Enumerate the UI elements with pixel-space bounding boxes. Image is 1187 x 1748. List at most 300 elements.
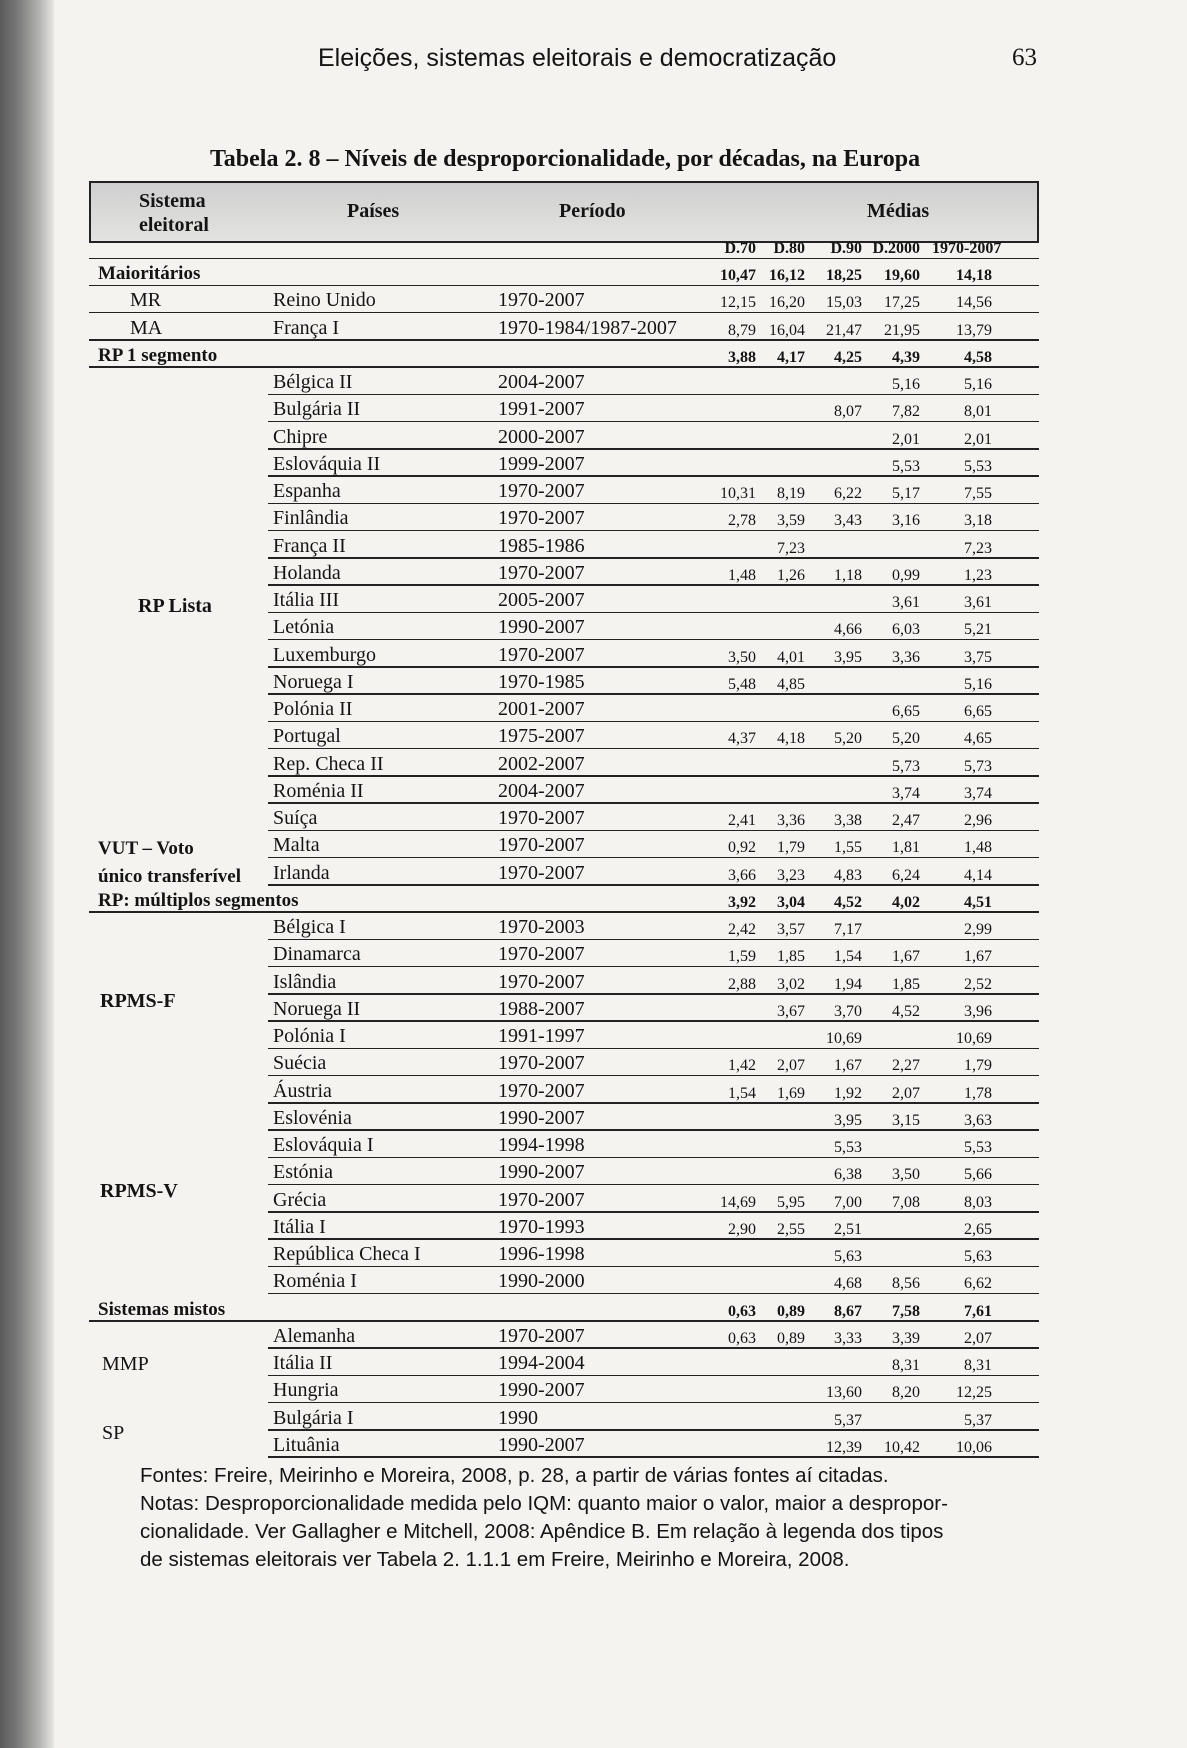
- value-cell: 17,25: [884, 294, 920, 312]
- system-label: RP: múltiplos segmentos: [98, 889, 299, 911]
- country-cell: Suécia: [273, 1052, 327, 1075]
- value-cell: 6,22: [834, 485, 862, 502]
- value-cell: 21,47: [826, 321, 862, 339]
- value-cell: 3,59: [777, 512, 805, 530]
- value-cell: 5,37: [964, 1411, 992, 1429]
- period-cell: 2001-2007: [498, 698, 585, 720]
- value-cell: 1,48: [964, 839, 992, 857]
- value-cell: 0,92: [728, 839, 756, 857]
- value-cell: 8,79: [728, 321, 756, 339]
- value-cell: 4,17: [777, 348, 805, 366]
- table-row: [0, 1404, 1187, 1431]
- group-label-vut-1: VUT – Voto: [98, 838, 194, 859]
- value-cell: 3,61: [964, 594, 992, 611]
- value-cell: 4,83: [834, 866, 862, 884]
- value-cell: 10,06: [956, 1438, 992, 1456]
- period-cell: 1970-2007: [498, 861, 585, 884]
- value-cell: 2,01: [964, 430, 992, 448]
- period-cell: 1990-2000: [498, 1270, 585, 1293]
- value-cell: 3,95: [834, 648, 862, 666]
- value-cell: 3,61: [892, 594, 920, 611]
- country-cell: Malta: [273, 834, 320, 857]
- period-cell: 1970-1984/1987-2007: [498, 316, 677, 339]
- group-label-rpms-f: RPMS-F: [100, 990, 176, 1012]
- footnote-notes: de sistemas eleitorais ver Tabela 2. 1.1.1 em Freire, Meirinho e Moreira, 2008.: [140, 1548, 850, 1571]
- value-cell: 4,52: [892, 1002, 920, 1020]
- table-row: [0, 968, 1187, 995]
- table-row: [0, 1267, 1187, 1294]
- period-cell: 1970-2007: [498, 289, 585, 312]
- table-row: [0, 1186, 1187, 1213]
- value-cell: 1,79: [777, 839, 805, 857]
- value-cell: 0,89: [777, 1329, 805, 1347]
- country-cell: Dinamarca: [273, 943, 361, 966]
- period-cell: 1970-2007: [498, 1324, 585, 1347]
- header-periodo: Período: [559, 200, 626, 222]
- country-cell: Lituânia: [273, 1433, 340, 1456]
- value-cell: 3,96: [964, 1002, 992, 1020]
- table-row: [0, 1049, 1187, 1076]
- value-cell: 5,16: [892, 376, 920, 393]
- period-cell: 1991-2007: [498, 398, 585, 421]
- value-cell: 1,85: [892, 975, 920, 993]
- value-cell: 12,15: [720, 294, 756, 312]
- value-cell: 1,79: [964, 1057, 992, 1075]
- value-cell: 7,82: [892, 403, 920, 421]
- value-cell: 3,18: [964, 512, 992, 530]
- value-cell: 1,23: [964, 566, 992, 584]
- value-cell: 6,65: [964, 703, 992, 720]
- group-label-mmp: MMP: [102, 1353, 149, 1375]
- period-cell: 1970-2007: [498, 970, 585, 993]
- value-cell: 3,02: [777, 975, 805, 993]
- decade-header: 1970-2007: [932, 240, 1002, 257]
- period-cell: 2002-2007: [498, 752, 585, 775]
- value-cell: 8,01: [964, 403, 992, 421]
- value-cell: 1,92: [834, 1084, 862, 1102]
- value-cell: 10,42: [884, 1438, 920, 1456]
- period-cell: 1970-1985: [498, 670, 585, 693]
- value-cell: 5,53: [964, 457, 992, 475]
- value-cell: 10,47: [720, 267, 756, 284]
- table-row: [0, 1376, 1187, 1403]
- country-cell: Estónia: [273, 1161, 333, 1184]
- value-cell: 1,48: [728, 566, 756, 584]
- group-label-rp-lista: RP Lista: [138, 595, 212, 617]
- value-cell: 5,53: [834, 1139, 862, 1156]
- period-cell: 2004-2007: [498, 371, 585, 393]
- row-rule: [268, 1456, 1039, 1457]
- value-cell: 2,07: [892, 1084, 920, 1102]
- country-cell: Chipre: [273, 425, 328, 448]
- country-cell: Noruega II: [273, 997, 361, 1020]
- value-cell: 1,78: [964, 1084, 992, 1102]
- country-cell: República Checa I: [273, 1243, 421, 1265]
- value-cell: 1,42: [728, 1057, 756, 1075]
- period-cell: 1970-2007: [498, 643, 585, 666]
- value-cell: 1,69: [777, 1084, 805, 1102]
- table-row: [0, 668, 1187, 695]
- period-cell: 1990-2007: [498, 1433, 585, 1456]
- period-cell: 1990: [498, 1406, 538, 1429]
- country-cell: Luxemburgo: [273, 643, 376, 666]
- value-cell: 6,65: [892, 703, 920, 720]
- system-label: MA: [130, 316, 163, 339]
- value-cell: 7,00: [834, 1193, 862, 1211]
- table-row: [0, 940, 1187, 967]
- table-row: [0, 1077, 1187, 1104]
- country-cell: Bélgica I: [273, 916, 346, 938]
- country-cell: Espanha: [273, 480, 341, 502]
- decade-header-row: [0, 232, 1187, 259]
- value-cell: 2,90: [728, 1220, 756, 1238]
- period-cell: 1994-2004: [498, 1352, 585, 1374]
- period-cell: 1991-1997: [498, 1025, 585, 1047]
- value-cell: 3,43: [834, 512, 862, 530]
- country-cell: Grécia: [273, 1188, 327, 1211]
- table-title: Tabela 2. 8 – Níveis de desproporcionalidade, por décadas, na Europa: [210, 146, 921, 172]
- value-cell: 1,59: [728, 948, 756, 966]
- period-cell: 1985-1986: [498, 534, 585, 557]
- period-cell: 1990-2007: [498, 1379, 585, 1402]
- value-cell: 7,17: [834, 921, 862, 938]
- value-cell: 8,20: [892, 1384, 920, 1402]
- value-cell: 2,88: [728, 975, 756, 993]
- value-cell: 8,31: [964, 1357, 992, 1374]
- country-cell: Reino Unido: [273, 289, 376, 312]
- value-cell: 4,66: [834, 621, 862, 639]
- value-cell: 18,25: [826, 267, 862, 284]
- footnote-sources: Fontes: Freire, Meirinho e Moreira, 2008, p. 28, a partir de várias fontes aí citadas.: [140, 1464, 889, 1487]
- table-group-row: [0, 886, 1187, 913]
- value-cell: 5,48: [728, 675, 756, 693]
- value-cell: 3,39: [892, 1329, 920, 1347]
- value-cell: 7,23: [777, 539, 805, 557]
- country-cell: Eslovénia: [273, 1106, 352, 1129]
- header-medias: Médias: [867, 200, 930, 222]
- period-cell: 1988-2007: [498, 997, 585, 1020]
- value-cell: 2,52: [964, 975, 992, 993]
- period-cell: 1970-2007: [498, 561, 585, 584]
- value-cell: 3,50: [728, 648, 756, 666]
- system-label: Maioritários: [98, 263, 201, 284]
- value-cell: 4,01: [777, 648, 805, 666]
- value-cell: 14,56: [956, 294, 992, 312]
- table-row: [0, 395, 1187, 422]
- value-cell: 12,25: [956, 1384, 992, 1402]
- country-cell: Letónia: [273, 616, 335, 639]
- country-cell: Portugal: [273, 725, 341, 748]
- period-cell: 1996-1998: [498, 1243, 585, 1265]
- country-cell: Bulgária I: [273, 1406, 354, 1429]
- value-cell: 4,52: [834, 893, 862, 911]
- period-cell: 1970-2007: [498, 807, 585, 829]
- table-row: [0, 368, 1187, 395]
- country-cell: Hungria: [273, 1379, 339, 1402]
- country-cell: Itália II: [273, 1352, 333, 1374]
- value-cell: 4,39: [892, 348, 920, 366]
- decade-header: D.80: [773, 240, 805, 257]
- period-cell: 1970-2007: [498, 1052, 585, 1075]
- value-cell: 8,31: [892, 1357, 920, 1374]
- value-cell: 8,67: [834, 1302, 862, 1320]
- table-row: [0, 1131, 1187, 1158]
- table-row: [0, 777, 1187, 804]
- value-cell: 7,58: [892, 1302, 920, 1320]
- value-cell: 5,17: [892, 485, 920, 502]
- period-cell: 1970-2007: [498, 507, 585, 530]
- value-cell: 4,25: [834, 348, 862, 366]
- value-cell: 5,37: [834, 1411, 862, 1429]
- country-cell: Finlândia: [273, 507, 349, 530]
- table-row: [0, 559, 1187, 586]
- value-cell: 4,18: [777, 730, 805, 748]
- value-cell: 15,03: [826, 294, 862, 312]
- table-row: [0, 641, 1187, 668]
- value-cell: 14,18: [956, 267, 992, 284]
- value-cell: 2,01: [892, 430, 920, 448]
- value-cell: 2,47: [892, 812, 920, 829]
- country-cell: Polónia II: [273, 698, 353, 720]
- value-cell: 3,66: [728, 866, 756, 884]
- period-cell: 1994-1998: [498, 1134, 585, 1156]
- value-cell: 13,79: [956, 321, 992, 339]
- period-cell: 1970-2007: [498, 1188, 585, 1211]
- value-cell: 16,12: [769, 267, 805, 284]
- country-cell: Eslováquia II: [273, 452, 381, 475]
- value-cell: 8,19: [777, 485, 805, 502]
- header-sistema: Sistema eleitoral: [139, 190, 209, 236]
- table-row: [0, 1322, 1187, 1349]
- value-cell: 8,56: [892, 1275, 920, 1293]
- period-cell: 1970-2007: [498, 1079, 585, 1102]
- country-cell: Irlanda: [273, 861, 330, 884]
- period-cell: 1990-2007: [498, 1161, 585, 1184]
- value-cell: 2,41: [728, 812, 756, 829]
- period-cell: 1990-2007: [498, 1106, 585, 1129]
- running-head: Eleições, sistemas eleitorais e democratização: [318, 44, 837, 72]
- value-cell: 14,69: [720, 1193, 756, 1211]
- value-cell: 2,42: [728, 921, 756, 938]
- value-cell: 0,89: [777, 1302, 805, 1320]
- value-cell: 5,53: [892, 457, 920, 475]
- country-cell: Rep. Checa II: [273, 752, 384, 775]
- country-cell: Polónia I: [273, 1025, 346, 1047]
- table-row: [0, 913, 1187, 940]
- value-cell: 2,07: [964, 1329, 992, 1347]
- value-cell: 0,99: [892, 566, 920, 584]
- table-row: [0, 532, 1187, 559]
- value-cell: 2,07: [777, 1057, 805, 1075]
- value-cell: 1,54: [834, 948, 862, 966]
- value-cell: 5,63: [834, 1248, 862, 1265]
- value-cell: 3,70: [834, 1002, 862, 1020]
- country-cell: Roménia II: [273, 779, 364, 802]
- value-cell: 5,20: [834, 730, 862, 748]
- value-cell: 1,54: [728, 1084, 756, 1102]
- value-cell: 3,04: [777, 893, 805, 911]
- value-cell: 21,95: [884, 321, 920, 339]
- table-row: [0, 804, 1187, 831]
- value-cell: 3,36: [892, 648, 920, 666]
- value-cell: 2,55: [777, 1220, 805, 1238]
- value-cell: 4,51: [964, 893, 992, 911]
- value-cell: 3,63: [964, 1111, 992, 1129]
- header-paises: Países: [347, 200, 400, 222]
- value-cell: 1,85: [777, 948, 805, 966]
- value-cell: 10,31: [720, 485, 756, 502]
- value-cell: 3,50: [892, 1166, 920, 1184]
- decade-header: D.70: [724, 240, 756, 257]
- period-cell: 1970-2007: [498, 943, 585, 966]
- footnote-notes: Notas: Desproporcionalidade medida pelo IQM: quanto maior o valor, maior a despropor-: [140, 1492, 948, 1515]
- country-cell: Bulgária II: [273, 398, 361, 421]
- value-cell: 6,24: [892, 866, 920, 884]
- value-cell: 2,78: [728, 512, 756, 530]
- value-cell: 3,57: [777, 921, 805, 938]
- period-cell: 1999-2007: [498, 452, 585, 475]
- value-cell: 5,20: [892, 730, 920, 748]
- value-cell: 5,16: [964, 376, 992, 393]
- value-cell: 1,94: [834, 975, 862, 993]
- value-cell: 8,03: [964, 1193, 992, 1211]
- country-cell: França II: [273, 534, 346, 557]
- value-cell: 4,37: [728, 730, 756, 748]
- value-cell: 3,75: [964, 648, 992, 666]
- decade-header: D.2000: [872, 240, 920, 257]
- value-cell: 3,74: [964, 784, 992, 802]
- table-row: [0, 1240, 1187, 1267]
- table-group-row: [0, 1295, 1187, 1322]
- value-cell: 3,38: [834, 812, 862, 829]
- value-cell: 6,62: [964, 1275, 992, 1293]
- value-cell: 7,23: [964, 539, 992, 557]
- value-cell: 5,73: [892, 757, 920, 775]
- country-cell: França I: [273, 316, 340, 339]
- value-cell: 1,67: [834, 1057, 862, 1075]
- value-cell: 19,60: [884, 267, 920, 284]
- value-cell: 3,67: [777, 1002, 805, 1020]
- value-cell: 0,63: [728, 1302, 756, 1320]
- value-cell: 3,95: [834, 1111, 862, 1129]
- value-cell: 4,02: [892, 893, 920, 911]
- value-cell: 6,38: [834, 1166, 862, 1184]
- group-label-sp: SP: [102, 1422, 125, 1444]
- value-cell: 5,73: [964, 757, 992, 775]
- value-cell: 1,67: [892, 948, 920, 966]
- period-cell: 2000-2007: [498, 425, 585, 448]
- value-cell: 2,27: [892, 1057, 920, 1075]
- table-group-row: [0, 341, 1187, 368]
- table-row: [0, 1431, 1187, 1458]
- table-row: [0, 477, 1187, 504]
- value-cell: 3,36: [777, 812, 805, 829]
- table-row: [0, 722, 1187, 749]
- value-cell: 5,53: [964, 1139, 992, 1156]
- table-footnotes: [140, 1462, 1050, 1574]
- value-cell: 5,66: [964, 1166, 992, 1184]
- value-cell: 2,51: [834, 1220, 862, 1238]
- value-cell: 3,16: [892, 512, 920, 530]
- value-cell: 7,61: [964, 1302, 992, 1320]
- system-label: MR: [130, 289, 162, 312]
- value-cell: 10,69: [956, 1030, 992, 1047]
- group-label-rpms-v: RPMS-V: [100, 1180, 178, 1202]
- value-cell: 4,65: [964, 730, 992, 748]
- value-cell: 3,88: [728, 348, 756, 366]
- value-cell: 1,26: [777, 566, 805, 584]
- value-cell: 1,55: [834, 839, 862, 857]
- value-cell: 3,74: [892, 784, 920, 802]
- country-cell: Holanda: [273, 561, 341, 584]
- value-cell: 5,21: [964, 621, 992, 639]
- value-cell: 3,33: [834, 1329, 862, 1347]
- period-cell: 1970-2003: [498, 916, 585, 938]
- table-row: [0, 1349, 1187, 1376]
- page-number: 63: [1012, 44, 1037, 71]
- country-cell: Noruega I: [273, 670, 354, 693]
- country-cell: Alemanha: [273, 1324, 356, 1347]
- value-cell: 3,15: [892, 1111, 920, 1129]
- value-cell: 1,67: [964, 948, 992, 966]
- country-cell: Itália III: [273, 589, 340, 611]
- value-cell: 10,69: [826, 1030, 862, 1047]
- table-row: [0, 750, 1187, 777]
- table-row: [0, 423, 1187, 450]
- country-cell: Itália I: [273, 1215, 326, 1238]
- value-cell: 2,99: [964, 921, 992, 938]
- value-cell: 1,18: [834, 566, 862, 584]
- table-row: [0, 1022, 1187, 1049]
- country-cell: Roménia I: [273, 1270, 357, 1293]
- value-cell: 8,07: [834, 403, 862, 421]
- value-cell: 3,23: [777, 866, 805, 884]
- value-cell: 4,58: [964, 348, 992, 366]
- period-cell: 1970-2007: [498, 480, 585, 502]
- table-row: [0, 995, 1187, 1022]
- country-cell: Bélgica II: [273, 371, 353, 393]
- value-cell: 7,08: [892, 1193, 920, 1211]
- table-row: [0, 695, 1187, 722]
- decade-header: D.90: [830, 240, 862, 257]
- period-cell: 1975-2007: [498, 725, 585, 748]
- table-row: [0, 1158, 1187, 1185]
- period-cell: 1970-2007: [498, 834, 585, 857]
- value-cell: 1,81: [892, 839, 920, 857]
- table-row: [0, 1104, 1187, 1131]
- value-cell: 7,55: [964, 485, 992, 502]
- period-cell: 1970-1993: [498, 1215, 585, 1238]
- value-cell: 4,14: [964, 866, 992, 884]
- system-label: RP 1 segmento: [98, 344, 218, 366]
- table-row: [0, 286, 1187, 313]
- value-cell: 5,16: [964, 675, 992, 693]
- value-cell: 4,68: [834, 1275, 862, 1293]
- period-cell: 1990-2007: [498, 616, 585, 639]
- table-row: [0, 314, 1187, 341]
- value-cell: 4,85: [777, 675, 805, 693]
- value-cell: 16,20: [769, 294, 805, 312]
- country-cell: Áustria: [273, 1079, 332, 1102]
- value-cell: 2,96: [964, 812, 992, 829]
- country-cell: Suíça: [273, 807, 318, 829]
- country-cell: Islândia: [273, 970, 337, 993]
- table-row: [0, 504, 1187, 531]
- footnote-notes: cionalidade. Ver Gallagher e Mitchell, 2008: Apêndice B. Em relação à legenda dos tipos: [140, 1520, 944, 1543]
- group-label-vut-2: único transferível: [98, 866, 242, 887]
- value-cell: 5,63: [964, 1248, 992, 1265]
- period-cell: 2004-2007: [498, 779, 585, 802]
